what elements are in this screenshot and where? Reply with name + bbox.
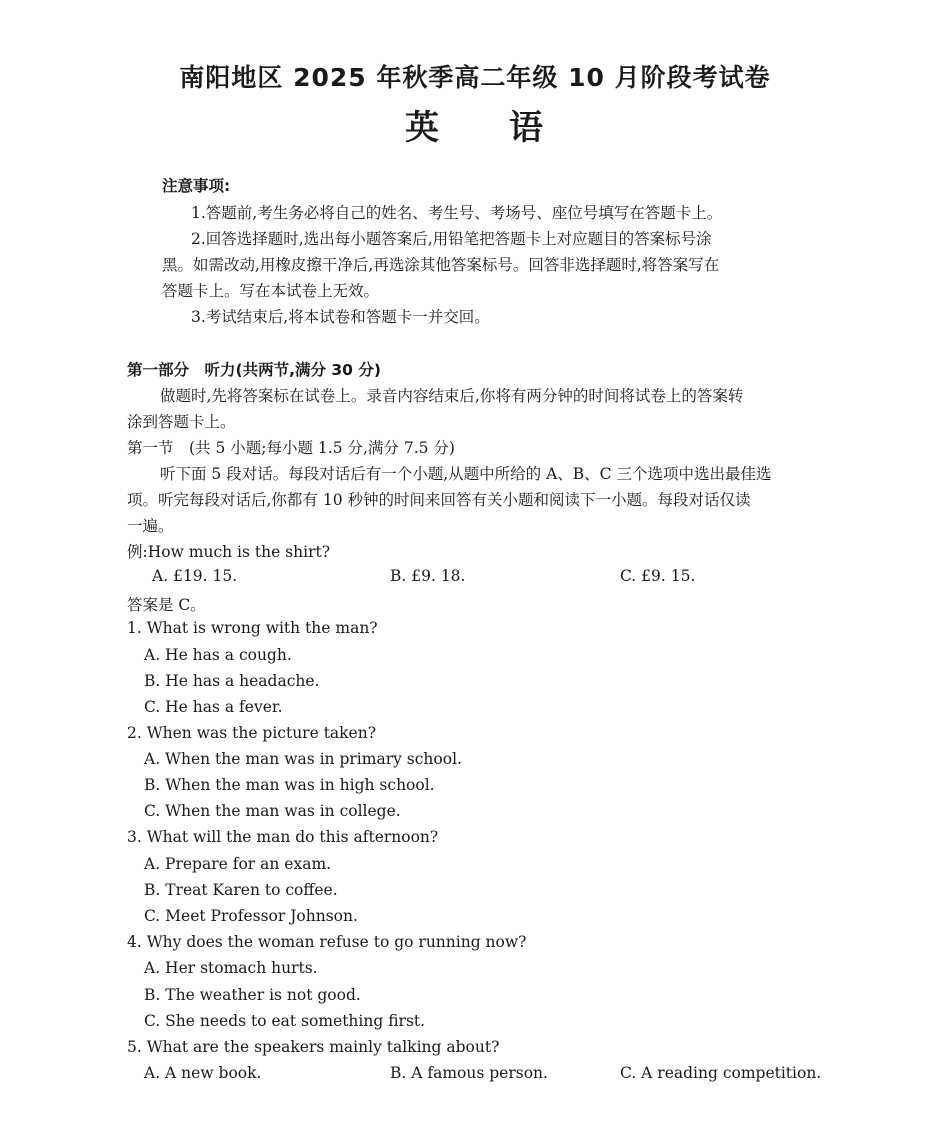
question-1-option-a: A. He has a cough. — [144, 646, 292, 664]
example-question: 例:How much is the shirt? — [127, 543, 331, 561]
question-1-option-b: B. He has a headache. — [144, 672, 320, 690]
exam-title: 南阳地区 2025 年秋季高二年级 10 月阶段考试卷 — [179, 63, 771, 92]
section1-intro-line-2: 项。听完每段对话后,你都有 10 秒钟的时间来回答有关小题和阅读下一小题。每段对话仅读 — [127, 491, 751, 509]
question-3-option-b: B. Treat Karen to coffee. — [144, 881, 338, 899]
question-3: 3. What will the man do this afternoon? — [127, 828, 439, 846]
notice-item-2-line-1: 2.回答选择题时,选出每小题答案后,用铅笔把答题卡上对应题目的答案标号涂 — [191, 230, 712, 248]
section1-intro-line-1: 听下面 5 段对话。每段对话后有一个小题,从题中所给的 A、B、C 三个选项中选出最佳选 — [160, 465, 772, 483]
question-1-option-c: C. He has a fever. — [144, 698, 283, 716]
notice-item-1: 1.答题前,考生务必将自己的姓名、考生号、考场号、座位号填写在答题卡上。 — [191, 204, 723, 222]
question-4-option-a: A. Her stomach hurts. — [144, 959, 318, 977]
subject-char-1: 英 — [405, 108, 441, 148]
section1-intro-line-3: 一遍。 — [127, 517, 174, 535]
part1-intro-line-1: 做题时,先将答案标在试卷上。录音内容结束后,你将有两分钟的时间将试卷上的答案转 — [160, 387, 744, 405]
question-3-option-a: A. Prepare for an exam. — [144, 855, 332, 873]
question-4: 4. Why does the woman refuse to go running now? — [127, 933, 527, 951]
example-answer: 答案是 C。 — [127, 596, 206, 614]
example-option-b: B. £9. 18. — [390, 567, 466, 585]
notice-heading: 注意事项: — [162, 177, 231, 195]
question-5: 5. What are the speakers mainly talking about? — [127, 1038, 500, 1056]
example-option-a: A. £19. 15. — [152, 567, 238, 585]
question-2-option-c: C. When the man was in college. — [144, 802, 401, 820]
notice-item-2-line-3: 答题卡上。写在本试卷上无效。 — [162, 282, 380, 300]
notice-item-3: 3.考试结束后,将本试卷和答题卡一并交回。 — [191, 308, 490, 326]
question-3-option-c: C. Meet Professor Johnson. — [144, 907, 358, 925]
question-4-option-c: C. She needs to eat something first. — [144, 1012, 426, 1030]
question-5-option-b: B. A famous person. — [390, 1064, 548, 1082]
notice-item-2-line-2: 黑。如需改动,用橡皮擦干净后,再选涂其他答案标号。回答非选择题时,将答案写在 — [162, 256, 720, 274]
example-option-c: C. £9. 15. — [620, 567, 696, 585]
question-5-option-c: C. A reading competition. — [620, 1064, 822, 1082]
subject-char-2: 语 — [509, 108, 545, 148]
question-1: 1. What is wrong with the man? — [127, 619, 378, 637]
question-5-option-a: A. A new book. — [144, 1064, 262, 1082]
subject-title — [0, 100, 950, 149]
part1-intro-line-2: 涂到答题卡上。 — [127, 413, 236, 431]
question-2-option-a: A. When the man was in primary school. — [144, 750, 462, 768]
question-4-option-b: B. The weather is not good. — [144, 986, 361, 1004]
question-2-option-b: B. When the man was in high school. — [144, 776, 435, 794]
question-2: 2. When was the picture taken? — [127, 724, 377, 742]
section1-heading: 第一节 (共 5 小题;每小题 1.5 分,满分 7.5 分) — [127, 439, 455, 457]
part1-heading: 第一部分 听力(共两节,满分 30 分) — [127, 361, 381, 379]
